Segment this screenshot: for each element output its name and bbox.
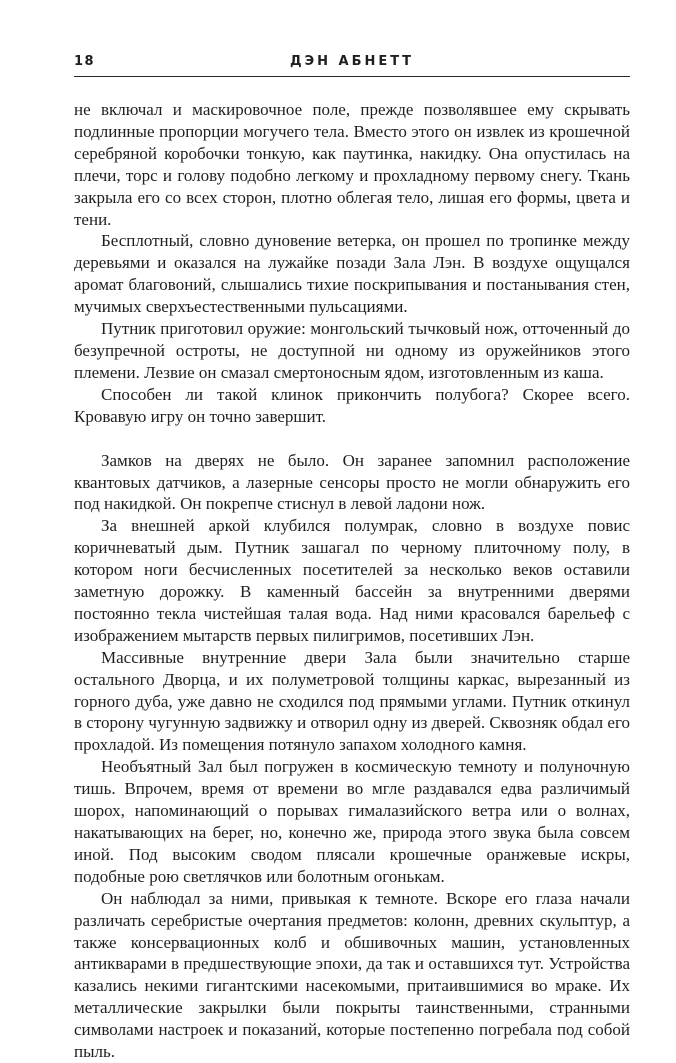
running-head <box>74 52 630 74</box>
running-title: ДЭН АБНЕТТ <box>290 54 414 69</box>
paragraph: Замков на дверях не было. Он заранее запомнил расположение квантовых датчиков, а лазерные сенсоры просто не могли обнаружить его под накидкой. Он покрепче стиснул в левой ладони нож. <box>74 450 630 514</box>
page-number: 18 <box>74 54 96 69</box>
paragraph: Путник приготовил оружие: монгольский тычковый нож, отточенный до безупречной остроты, не доступной ни одному из оружейников этого племени. Лезвие он смазал смертоносным ядом, изготовленным из каша. <box>74 319 630 382</box>
body-text <box>74 99 630 1063</box>
paragraph: Способен ли такой клинок прикончить полубога? Скорее всего. Кровавую игру он точно завершит. <box>74 384 630 426</box>
paragraph: За внешней аркой клубился полумрак, словно в воздухе повис коричневатый дым. Путник зашагал по черному плиточному полу, в котором ноги бесчисленных посетителей за несколько веков оставили заметную дорожку. В каменный бассейн за внутренними дверями постоянно текла чистейшая талая вода. Над ними красовался барельеф с изображением мытарств первых пилигримов, посетивших Лэн. <box>74 516 630 645</box>
paragraph: не включал и маскировочное поле, прежде позволявшее ему скрывать подлинные пропорции могучего тела. Вместо этого он извлек из крошечной серебряной коробочки тонкую, как паутинка, накидку. Она опустилась на плечи, торс и голову подобно легкому и прохладному первому снегу. Ткань закрыла его со всех сторон, плотно облегая тело, лишая его формы, цвета и тени. <box>74 100 630 229</box>
header-rule <box>74 76 630 77</box>
paragraph: Необъятный Зал был погружен в космическую темноту и полуночную тишь. Впрочем, время от времени во мгле раздавался едва различимый шорох, напоминающий о порывах гималазийского ветра или о волнах, накатывающих на берег, но, конечно же, природа этого звука была совсем иной. Под высоким сводом плясали крошечные оранжевые искры, подобные рою светлячков или болотным огонькам. <box>74 757 630 886</box>
paragraph: Массивные внутренние двери Зала были значительно старше остального Дворца, и их полуметровой толщины каркас, вырезанный из горного дуба, уже давно не сходился под прямыми углами. Путник откинул в сторону чугунную задвижку и отворил одну из дверей. Сквозняк обдал его прохладой. Из помещения потянуло запахом холодного камня. <box>74 647 630 755</box>
paragraph: Бесплотный, словно дуновение ветерка, он прошел по тропинке между деревьями и оказался на лужайке позади Зала Лэн. В воздухе ощущался аромат благовоний, слышались тихие поскрипывания и постанывания стен, мучимых сверхъестественными пульсациями. <box>74 231 630 317</box>
paragraph: Он наблюдал за ними, привыкая к темноте. Вскоре его глаза начали различать серебристые очертания предметов: колонн, древних скульптур, а также консервационных колб и обшивочных машин, установленных антикварами в предшествующие эпохи, да так и оставшихся тут. Устройства казались некими гигантскими насекомыми, притаившимися во мраке. Их металлические закрылки были покрыты таинственными, странными символами настроек и показаний, которые постепенно погребала под собой пыль. <box>74 888 630 1062</box>
section-break <box>74 428 630 450</box>
